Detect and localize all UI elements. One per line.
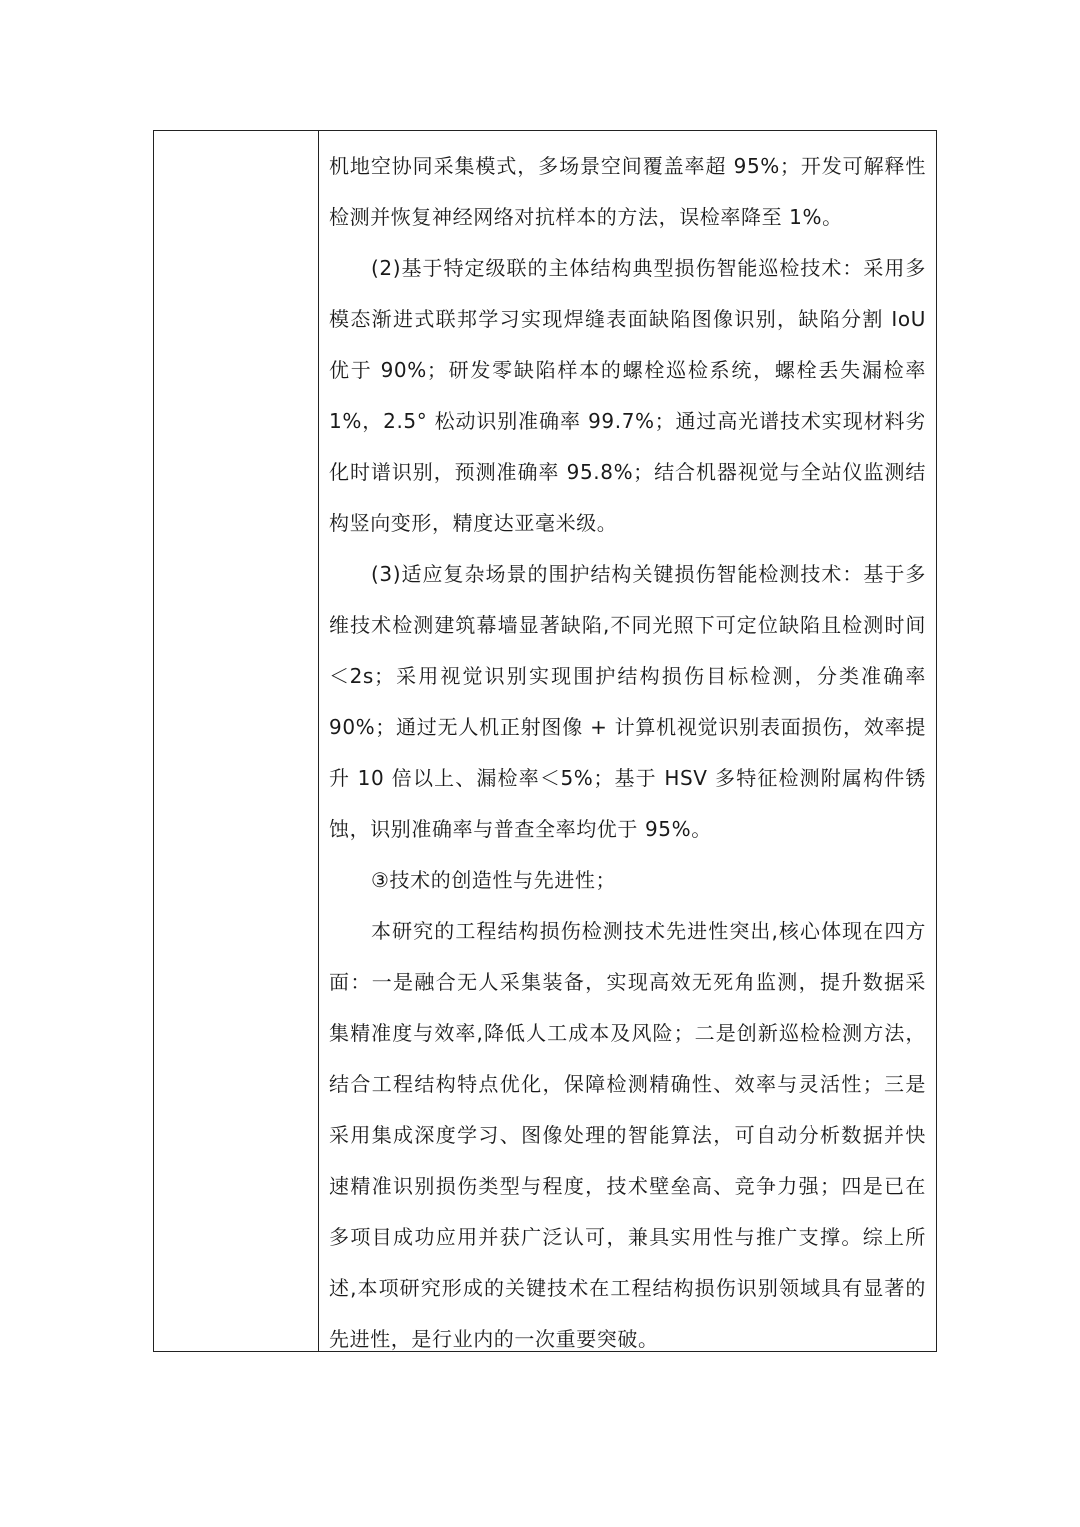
- paragraph-advancement-summary: 本研究的工程结构损伤检测技术先进性突出,核心体现在四方面：一是融合无人采集装备，实现高效无死角监测，提升数据采集精准度与效率,降低人工成本及风险；二是创新巡检检测方法，结合工程结构特点优化，保障检测精确性、效率与灵活性；三是采用集成深度学习、图像处理的智能算法，可自动分析数据并快速精准识别损伤类型与程度，技术壁垒高、竞争力强；四是已在多项目成功应用并获广泛认可，兼具实用性与推广支撑。综上所述,本项研究形成的关键技术在工程结构损伤识别领域具有显著的先进性，是行业内的一次重要突破。: [329, 919, 926, 1351]
- form-table: [153, 130, 937, 1352]
- content-text-block: [329, 141, 926, 1351]
- paragraph-main-structure-inspection: (2)基于特定级联的主体结构典型损伤智能巡检技术：采用多模态渐进式联邦学习实现焊缝表面缺陷图像识别，缺陷分割 IoU 优于 90%；研发零缺陷样本的螺栓巡检系统，螺栓丢失漏检率 1%，2.5° 松动识别准确率 99.7%；通过高光谱技术实现材料劣化时谱识别，预测准确率 95.8%；结合机器视觉与全站仪监测结构竖向变形，精度达亚毫米级。: [329, 256, 926, 535]
- paragraph-envelope-structure-detection: (3)适应复杂场景的围护结构关键损伤智能检测技术：基于多维技术检测建筑幕墙显著缺陷,不同光照下可定位缺陷且检测时间＜2s；采用视觉识别实现围护结构损伤目标检测，分类准确率 90%；通过无人机正射图像 + 计算机视觉识别表面损伤，效率提升 10 倍以上、漏检率＜5%；基于 HSV 多特征检测附属构件锈蚀，识别准确率与普查全率均优于 95%。: [329, 562, 926, 841]
- table-label-cell: [154, 131, 319, 1351]
- paragraph-continuation: 机地空协同采集模式，多场景空间覆盖率超 95%；开发可解释性检测并恢复神经网络对抗样本的方法，误检率降至 1%。: [329, 154, 926, 229]
- table-content-cell: [319, 131, 936, 1351]
- section-heading-innovation: ③技术的创造性与先进性；: [371, 868, 617, 892]
